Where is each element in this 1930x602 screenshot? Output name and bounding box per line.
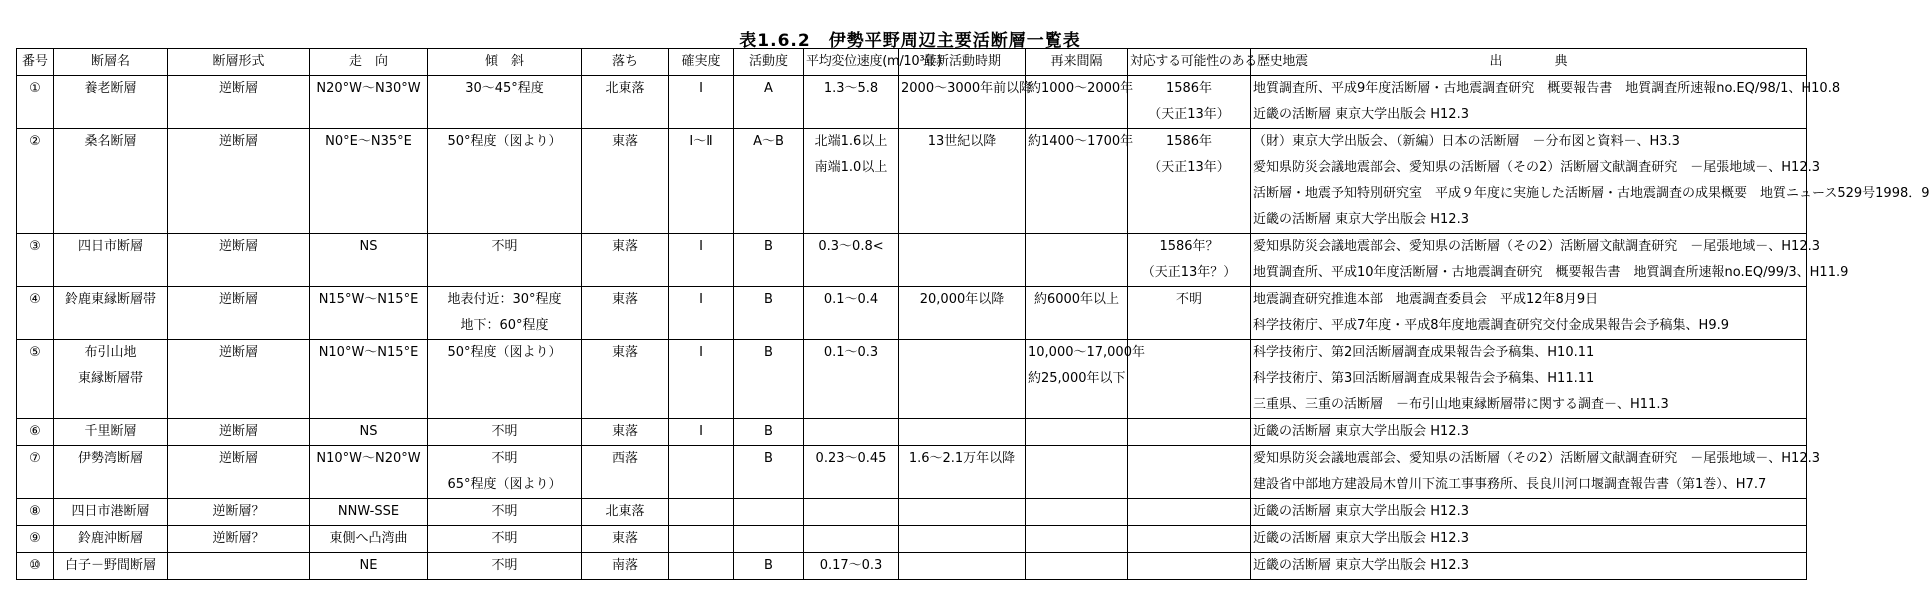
cell-source xyxy=(1251,499,1807,526)
table-row xyxy=(17,446,1807,499)
fault-table xyxy=(16,48,1930,580)
cell-type: 逆断層 xyxy=(168,419,310,446)
cell-strike: NS xyxy=(310,234,428,287)
cell-dip xyxy=(428,76,582,129)
cell-type: 逆断層 xyxy=(168,129,310,234)
cell-source-line: 近畿の活断層 東京大学出版会 H12.3 xyxy=(1253,531,1469,546)
cell-certainty: Ⅰ xyxy=(669,340,734,419)
cell-name-line: 桑名断層 xyxy=(84,134,137,149)
cell-activity: B xyxy=(734,234,804,287)
cell-slip-rate xyxy=(804,499,899,526)
table-row xyxy=(17,129,1807,234)
cell-downthrow: 北東落 xyxy=(582,499,669,526)
cell-source-line: 愛知県防災会議地震部会、愛知県の活断層（その2）活断層文献調査研究 －尾張地域－、H12.3 xyxy=(1253,239,1820,254)
cell-source-line: 地質調査所、平成9年度活断層・古地震調査研究 概要報告書 地質調査所速報no.EQ/98/1、H10.8 xyxy=(1253,81,1841,96)
cell-name xyxy=(54,446,168,499)
cell-type: 逆断層？ xyxy=(168,499,310,526)
cell-name-line: 千里断層 xyxy=(84,424,137,439)
cell-no: ④ xyxy=(17,287,54,340)
cell-latest xyxy=(899,553,1026,580)
cell-recurrence xyxy=(1026,419,1128,446)
cell-slip-rate-line: 0.1～0.4 xyxy=(823,292,879,307)
cell-name xyxy=(54,526,168,553)
cell-dip-line: 30～45°程度 xyxy=(465,81,544,96)
cell-dip xyxy=(428,419,582,446)
cell-certainty xyxy=(669,499,734,526)
cell-downthrow: 南落 xyxy=(582,553,669,580)
cell-downthrow: 東落 xyxy=(582,526,669,553)
table-row xyxy=(17,419,1807,446)
cell-certainty xyxy=(669,446,734,499)
header-downthrow: 落ち xyxy=(582,49,669,76)
cell-strike: N10°W～N20°W xyxy=(310,446,428,499)
cell-type: 逆断層 xyxy=(168,446,310,499)
cell-recurrence-line xyxy=(1028,234,1125,260)
cell-source-line: 近畿の活断層 東京大学出版会 H12.3 xyxy=(1253,107,1469,122)
cell-downthrow: 東落 xyxy=(582,419,669,446)
cell-no: ② xyxy=(17,129,54,234)
cell-no: ⑦ xyxy=(17,446,54,499)
cell-source-line: 愛知県防災会議地震部会、愛知県の活断層（その2）活断層文献調査研究 －尾張地域－、H12.3 xyxy=(1253,160,1820,175)
table-row xyxy=(17,499,1807,526)
cell-dip xyxy=(428,234,582,287)
cell-source-line: 建設省中部地方建設局木曽川下流工事事務所、長良川河口堰調査報告書（第1巻）、H7.7 xyxy=(1253,477,1767,492)
cell-name-line: 布引山地 xyxy=(84,345,137,360)
cell-historical-line xyxy=(1130,526,1248,552)
cell-historical-line: 1586年 xyxy=(1165,81,1213,96)
cell-activity: B xyxy=(734,419,804,446)
cell-slip-rate-line xyxy=(806,419,896,445)
fault-table-body xyxy=(17,76,1930,580)
cell-name-line: 養老断層 xyxy=(84,81,137,96)
cell-source-line: 愛知県防災会議地震部会、愛知県の活断層（その2）活断層文献調査研究 －尾張地域－、H12.3 xyxy=(1253,451,1820,466)
cell-certainty xyxy=(669,553,734,580)
cell-slip-rate-line: 南端1.0以上 xyxy=(814,160,888,175)
cell-historical xyxy=(1128,446,1251,499)
cell-source-line: 活断層・地震予知特別研究室 平成９年度に実施した活断層・古地震調査の成果概要 地質ニュース529号1998．9 xyxy=(1253,186,1930,201)
cell-strike: N0°E～N35°E xyxy=(310,129,428,234)
cell-slip-rate-line xyxy=(806,526,896,552)
cell-no: ⑥ xyxy=(17,419,54,446)
table-row xyxy=(17,234,1807,287)
cell-dip-line: 50°程度（図より） xyxy=(447,134,562,149)
cell-recurrence-line: 約25,000年以下 xyxy=(1028,371,1126,386)
cell-name-line: 東縁断層帯 xyxy=(77,371,143,386)
cell-recurrence xyxy=(1026,76,1134,129)
cell-slip-rate-line: 北端1.6以上 xyxy=(814,134,888,149)
cell-strike: N15°W～N15°E xyxy=(310,287,428,340)
cell-dip-line: 地下：60°程度 xyxy=(460,318,549,333)
cell-certainty: Ⅰ xyxy=(669,287,734,340)
header-historical: 対応する可能性のある歴史地震 xyxy=(1128,49,1251,76)
cell-source-line: 近畿の活断層 東京大学出版会 H12.3 xyxy=(1253,504,1469,519)
cell-slip-rate xyxy=(804,234,899,287)
header-latest: 最新活動時期 xyxy=(899,49,1026,76)
cell-slip-rate xyxy=(804,287,899,340)
cell-latest xyxy=(899,526,1026,553)
cell-recurrence-line xyxy=(1028,419,1125,445)
cell-name xyxy=(54,234,168,287)
cell-dip xyxy=(428,499,582,526)
cell-name-line: 四日市断層 xyxy=(77,239,143,254)
cell-slip-rate-line xyxy=(806,499,896,525)
cell-downthrow: 東落 xyxy=(582,340,669,419)
header-activity: 活動度 xyxy=(734,49,804,76)
cell-strike: 東側へ凸湾曲 xyxy=(310,526,428,553)
cell-historical-line: 1586年？ xyxy=(1159,239,1219,254)
cell-dip xyxy=(428,446,582,499)
cell-dip-line: 不明 xyxy=(491,504,518,519)
cell-latest xyxy=(899,234,1026,287)
cell-source-line: （財）東京大学出版会、（新編）日本の活断層 －分布図と資料－、H3.3 xyxy=(1253,134,1680,149)
cell-activity: B xyxy=(734,553,804,580)
cell-certainty: Ⅰ～Ⅱ xyxy=(669,129,734,234)
cell-slip-rate xyxy=(804,526,899,553)
cell-historical-line: 1586年 xyxy=(1165,134,1213,149)
cell-slip-rate xyxy=(804,76,899,129)
cell-source-line: 近畿の活断層 東京大学出版会 H12.3 xyxy=(1253,212,1469,227)
cell-name-line: 鈴鹿東縁断層帯 xyxy=(64,292,156,307)
cell-no: ⑩ xyxy=(17,553,54,580)
cell-recurrence-line: 約6000年以上 xyxy=(1033,292,1120,307)
cell-latest: 13世紀以降 xyxy=(899,129,1026,234)
cell-strike: NE xyxy=(310,553,428,580)
cell-activity: B xyxy=(734,340,804,419)
cell-source-line: 地質調査所、平成10年度活断層・古地震調査研究 概要報告書 地質調査所速報no.EQ/99/3、H11.9 xyxy=(1253,265,1849,280)
cell-recurrence-line xyxy=(1028,526,1125,552)
cell-type: 逆断層？ xyxy=(168,526,310,553)
cell-name xyxy=(54,76,168,129)
cell-recurrence-line: 10,000～17,000年 xyxy=(1028,345,1145,360)
cell-dip-line: 不明 xyxy=(491,424,518,439)
cell-no: ① xyxy=(17,76,54,129)
cell-activity xyxy=(734,499,804,526)
table-row xyxy=(17,340,1807,419)
cell-certainty xyxy=(669,526,734,553)
cell-no: ⑧ xyxy=(17,499,54,526)
cell-name xyxy=(54,499,168,526)
cell-name-line: 鈴鹿沖断層 xyxy=(77,531,143,546)
cell-recurrence xyxy=(1026,446,1128,499)
cell-dip-line: 不明 xyxy=(491,239,518,254)
cell-source xyxy=(1251,129,1930,234)
cell-historical xyxy=(1128,340,1251,419)
cell-recurrence xyxy=(1026,340,1145,419)
cell-slip-rate-line: 0.17～0.3 xyxy=(819,558,883,573)
cell-latest xyxy=(899,499,1026,526)
cell-strike: NNW-SSE xyxy=(310,499,428,526)
cell-recurrence xyxy=(1026,526,1128,553)
cell-slip-rate xyxy=(804,129,899,234)
cell-source xyxy=(1251,234,1849,287)
header-row xyxy=(17,49,1807,76)
cell-historical-line xyxy=(1130,553,1248,579)
cell-downthrow: 東落 xyxy=(582,129,669,234)
cell-latest: 2000～3000年前以降 xyxy=(899,76,1026,129)
header-recurrence: 再来間隔 xyxy=(1026,49,1128,76)
cell-historical-line xyxy=(1130,446,1248,472)
cell-slip-rate-line: 0.3～0.8< xyxy=(818,239,884,254)
header-source: 出 典 xyxy=(1251,49,1807,76)
cell-name xyxy=(54,553,168,580)
cell-dip-line: 65°程度（図より） xyxy=(447,477,562,492)
header-type: 断層形式 xyxy=(168,49,310,76)
cell-historical-line xyxy=(1130,499,1248,525)
cell-strike: NS xyxy=(310,419,428,446)
cell-dip-line: 地表付近：30°程度 xyxy=(447,292,562,307)
table-title: 表1.6.2 伊勢平野周辺主要活断層一覧表 xyxy=(739,31,1081,51)
cell-type xyxy=(168,553,310,580)
header-strike: 走 向 xyxy=(310,49,428,76)
cell-activity: A～B xyxy=(734,129,804,234)
cell-recurrence-line: 約1400～1700年 xyxy=(1028,134,1134,149)
cell-recurrence xyxy=(1026,129,1134,234)
cell-latest xyxy=(899,340,1026,419)
cell-recurrence-line xyxy=(1028,499,1125,525)
cell-source xyxy=(1251,446,1820,499)
cell-source-line: 科学技術庁、第2回活断層調査成果報告会予稿集、H10.11 xyxy=(1253,345,1595,360)
cell-recurrence xyxy=(1026,553,1128,580)
cell-dip-line: 不明 xyxy=(491,451,518,466)
cell-activity: B xyxy=(734,446,804,499)
cell-dip xyxy=(428,340,582,419)
cell-source xyxy=(1251,76,1841,129)
cell-downthrow: 東落 xyxy=(582,234,669,287)
cell-historical-line xyxy=(1130,419,1248,445)
cell-historical xyxy=(1128,499,1251,526)
cell-historical xyxy=(1128,76,1251,129)
cell-historical xyxy=(1128,526,1251,553)
cell-type: 逆断層 xyxy=(168,76,310,129)
cell-recurrence-line: 約1000～2000年 xyxy=(1028,81,1134,96)
cell-source-line: 地震調査研究推進本部 地震調査委員会 平成12年8月9日 xyxy=(1253,292,1599,307)
cell-historical xyxy=(1128,234,1251,287)
cell-recurrence-line xyxy=(1028,446,1125,472)
cell-type: 逆断層 xyxy=(168,287,310,340)
cell-dip-line: 50°程度（図より） xyxy=(447,345,562,360)
table-row xyxy=(17,76,1807,129)
cell-source-line: 科学技術庁、平成7年度・平成8年度地震調査研究交付金成果報告会予稿集、H9.9 xyxy=(1253,318,1729,333)
cell-historical-line: 不明 xyxy=(1175,292,1202,307)
cell-name-line: 伊勢湾断層 xyxy=(77,451,143,466)
cell-slip-rate xyxy=(804,340,899,419)
cell-source-line: 近畿の活断層 東京大学出版会 H12.3 xyxy=(1253,558,1469,573)
cell-recurrence xyxy=(1026,234,1128,287)
cell-dip-line: 不明 xyxy=(491,531,518,546)
cell-strike: N20°W～N30°W xyxy=(310,76,428,129)
cell-no: ③ xyxy=(17,234,54,287)
header-dip: 傾 斜 xyxy=(428,49,582,76)
cell-historical xyxy=(1128,287,1251,340)
cell-name-line: 四日市港断層 xyxy=(71,504,150,519)
cell-name xyxy=(54,129,168,234)
cell-slip-rate xyxy=(804,419,899,446)
cell-certainty: Ⅰ xyxy=(669,419,734,446)
cell-slip-rate-line: 0.23～0.45 xyxy=(815,451,887,466)
cell-source-line: 近畿の活断層 東京大学出版会 H12.3 xyxy=(1253,424,1469,439)
cell-name-line: 白子－野間断層 xyxy=(64,558,156,573)
cell-recurrence-line xyxy=(1028,553,1125,579)
cell-slip-rate-line: 0.1～0.3 xyxy=(823,345,879,360)
cell-name xyxy=(54,340,168,419)
cell-dip-line: 不明 xyxy=(491,558,518,573)
cell-certainty: Ⅰ xyxy=(669,234,734,287)
cell-activity xyxy=(734,526,804,553)
cell-source-line: 科学技術庁、第3回活断層調査成果報告会予稿集、H11.11 xyxy=(1253,371,1595,386)
cell-source xyxy=(1251,419,1807,446)
cell-recurrence xyxy=(1026,287,1128,340)
cell-dip xyxy=(428,129,582,234)
cell-historical xyxy=(1128,553,1251,580)
header-no: 番号 xyxy=(17,49,54,76)
table-row xyxy=(17,526,1807,553)
cell-historical-line: （天正13年？） xyxy=(1141,265,1237,280)
cell-slip-rate xyxy=(804,553,899,580)
cell-historical xyxy=(1128,419,1251,446)
cell-downthrow: 西落 xyxy=(582,446,669,499)
cell-name xyxy=(54,287,168,340)
cell-downthrow: 東落 xyxy=(582,287,669,340)
cell-activity: B xyxy=(734,287,804,340)
cell-dip xyxy=(428,526,582,553)
cell-historical xyxy=(1128,129,1251,234)
cell-name xyxy=(54,419,168,446)
header-certainty: 確実度 xyxy=(669,49,734,76)
table-row xyxy=(17,287,1807,340)
cell-strike: N10°W～N15°E xyxy=(310,340,428,419)
cell-no: ⑨ xyxy=(17,526,54,553)
cell-historical-line: （天正13年） xyxy=(1148,107,1230,122)
cell-latest: 20,000年以降 xyxy=(899,287,1026,340)
header-slip-rate: 平均変位速度(m/10³年) xyxy=(804,49,899,76)
cell-dip xyxy=(428,287,582,340)
cell-source xyxy=(1251,553,1807,580)
cell-latest xyxy=(899,419,1026,446)
cell-recurrence xyxy=(1026,499,1128,526)
header-name: 断層名 xyxy=(54,49,168,76)
cell-dip xyxy=(428,553,582,580)
cell-source xyxy=(1251,287,1807,340)
table-row xyxy=(17,553,1807,580)
cell-historical-line: （天正13年） xyxy=(1148,160,1230,175)
cell-slip-rate-line: 1.3～5.8 xyxy=(823,81,879,96)
cell-type: 逆断層 xyxy=(168,234,310,287)
cell-source xyxy=(1251,340,1807,419)
cell-type: 逆断層 xyxy=(168,340,310,419)
cell-source xyxy=(1251,526,1807,553)
cell-latest: 1.6～2.1万年以降 xyxy=(899,446,1026,499)
cell-activity: A xyxy=(734,76,804,129)
cell-source-line: 三重県、三重の活断層 －布引山地東縁断層帯に関する調査－、H11.3 xyxy=(1253,397,1669,412)
cell-historical-line xyxy=(1130,340,1248,366)
cell-slip-rate xyxy=(804,446,899,499)
cell-certainty: Ⅰ xyxy=(669,76,734,129)
cell-no: ⑤ xyxy=(17,340,54,419)
cell-downthrow: 北東落 xyxy=(582,76,669,129)
